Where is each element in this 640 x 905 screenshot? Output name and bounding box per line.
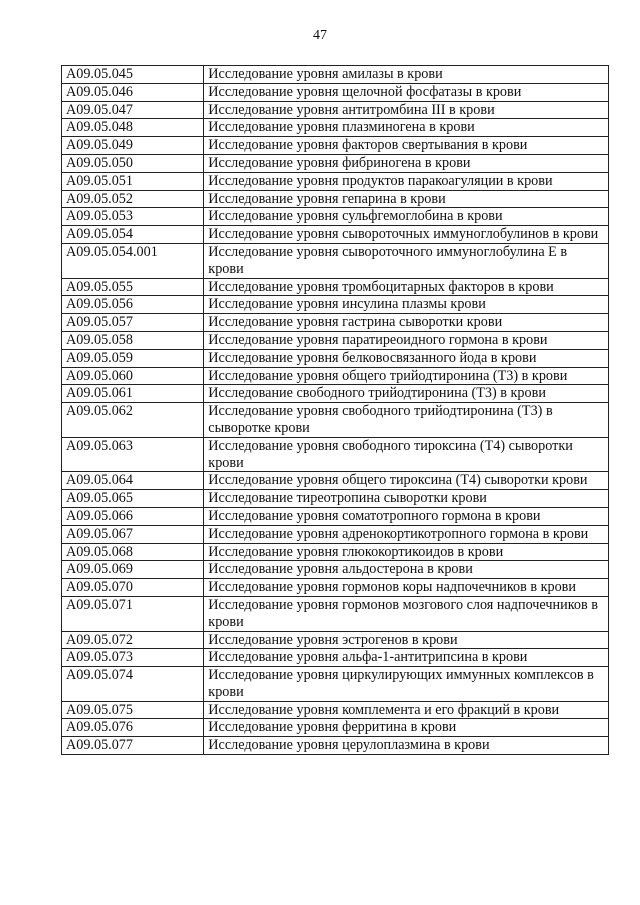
service-name-cell: Исследование уровня паратиреоидного гормона в крови (204, 331, 609, 349)
service-code-cell: A09.05.064 (62, 472, 204, 490)
table-row (62, 737, 609, 755)
service-code-cell: A09.05.055 (62, 278, 204, 296)
table-row (62, 667, 609, 702)
service-name-cell: Исследование уровня глюкокортикоидов в крови (204, 543, 609, 561)
service-code-cell: A09.05.051 (62, 172, 204, 190)
table-row (62, 579, 609, 597)
service-name-cell: Исследование уровня альфа-1-антитрипсина в крови (204, 649, 609, 667)
service-code-cell: A09.05.077 (62, 737, 204, 755)
service-code-cell: A09.05.061 (62, 385, 204, 403)
service-code-cell: A09.05.047 (62, 101, 204, 119)
table-row (62, 172, 609, 190)
table-row (62, 385, 609, 403)
table-row (62, 507, 609, 525)
service-code-cell: A09.05.058 (62, 331, 204, 349)
table-row (62, 314, 609, 332)
service-code-cell: A09.05.074 (62, 667, 204, 702)
service-name-cell: Исследование уровня амилазы в крови (204, 66, 609, 84)
service-code-cell: A09.05.066 (62, 507, 204, 525)
service-name-cell: Исследование уровня циркулирующих иммунных комплексов в крови (204, 667, 609, 702)
service-name-cell: Исследование уровня гастрина сыворотки крови (204, 314, 609, 332)
service-code-cell: A09.05.054 (62, 226, 204, 244)
service-name-cell: Исследование уровня гормонов коры надпочечников в крови (204, 579, 609, 597)
service-code-cell: A09.05.065 (62, 490, 204, 508)
service-code-cell: A09.05.057 (62, 314, 204, 332)
service-name-cell: Исследование уровня комплемента и его фракций в крови (204, 701, 609, 719)
table-row (62, 367, 609, 385)
service-name-cell: Исследование уровня гепарина в крови (204, 190, 609, 208)
service-code-cell: A09.05.076 (62, 719, 204, 737)
table-row (62, 331, 609, 349)
service-code-cell: A09.05.060 (62, 367, 204, 385)
service-code-cell: A09.05.050 (62, 154, 204, 172)
table-row (62, 349, 609, 367)
service-code-cell: A09.05.046 (62, 83, 204, 101)
service-name-cell: Исследование уровня белковосвязанного йода в крови (204, 349, 609, 367)
page-number: 47 (313, 28, 327, 43)
service-code-cell: A09.05.072 (62, 631, 204, 649)
service-name-cell: Исследование уровня альдостерона в крови (204, 561, 609, 579)
service-name-cell: Исследование уровня плазминогена в крови (204, 119, 609, 137)
service-name-cell: Исследование уровня тромбоцитарных факторов в крови (204, 278, 609, 296)
service-name-cell: Исследование тиреотропина сыворотки крови (204, 490, 609, 508)
service-name-cell: Исследование уровня общего трийодтиронина (T3) в крови (204, 367, 609, 385)
table-row (62, 278, 609, 296)
service-name-cell: Исследование уровня щелочной фосфатазы в крови (204, 83, 609, 101)
table-row (62, 561, 609, 579)
service-code-cell: A09.05.075 (62, 701, 204, 719)
service-code-cell: A09.05.052 (62, 190, 204, 208)
services-table-body (62, 66, 609, 755)
services-table (61, 65, 609, 755)
table-row (62, 190, 609, 208)
service-code-cell: A09.05.049 (62, 137, 204, 155)
service-name-cell: Исследование уровня свободного тироксина (T4) сыворотки крови (204, 437, 609, 472)
service-name-cell: Исследование уровня соматотропного гормона в крови (204, 507, 609, 525)
table-row (62, 649, 609, 667)
service-name-cell: Исследование уровня факторов свертывания в крови (204, 137, 609, 155)
table-row (62, 525, 609, 543)
service-name-cell: Исследование уровня эстрогенов в крови (204, 631, 609, 649)
service-code-cell: A09.05.063 (62, 437, 204, 472)
service-name-cell: Исследование уровня адренокортикотропного гормона в крови (204, 525, 609, 543)
service-name-cell: Исследование уровня гормонов мозгового слоя надпочечников в крови (204, 596, 609, 631)
table-row (62, 403, 609, 438)
service-code-cell: A09.05.053 (62, 208, 204, 226)
service-code-cell: A09.05.068 (62, 543, 204, 561)
service-code-cell: A09.05.054.001 (62, 243, 204, 278)
service-name-cell: Исследование уровня продуктов паракоагуляции в крови (204, 172, 609, 190)
table-row (62, 631, 609, 649)
service-name-cell: Исследование уровня сывороточного иммуноглобулина E в крови (204, 243, 609, 278)
table-row (62, 543, 609, 561)
service-name-cell: Исследование уровня общего тироксина (T4) сыворотки крови (204, 472, 609, 490)
table-row (62, 243, 609, 278)
table-row (62, 701, 609, 719)
service-name-cell: Исследование уровня инсулина плазмы крови (204, 296, 609, 314)
service-code-cell: A09.05.062 (62, 403, 204, 438)
service-code-cell: A09.05.048 (62, 119, 204, 137)
table-row (62, 490, 609, 508)
table-row (62, 137, 609, 155)
table-row (62, 83, 609, 101)
service-code-cell: A09.05.067 (62, 525, 204, 543)
service-code-cell: A09.05.045 (62, 66, 204, 84)
table-row (62, 66, 609, 84)
table-row (62, 296, 609, 314)
service-name-cell: Исследование уровня церулоплазмина в крови (204, 737, 609, 755)
table-row (62, 596, 609, 631)
table-row (62, 154, 609, 172)
service-code-cell: A09.05.073 (62, 649, 204, 667)
service-code-cell: A09.05.056 (62, 296, 204, 314)
service-name-cell: Исследование уровня фибриногена в крови (204, 154, 609, 172)
service-code-cell: A09.05.059 (62, 349, 204, 367)
table-row (62, 101, 609, 119)
table-row (62, 226, 609, 244)
service-name-cell: Исследование уровня сульфгемоглобина в крови (204, 208, 609, 226)
service-code-cell: A09.05.069 (62, 561, 204, 579)
table-row (62, 719, 609, 737)
service-code-cell: A09.05.070 (62, 579, 204, 597)
service-name-cell: Исследование уровня антитромбина III в крови (204, 101, 609, 119)
table-row (62, 119, 609, 137)
service-name-cell: Исследование уровня сывороточных иммуноглобулинов в крови (204, 226, 609, 244)
service-name-cell: Исследование свободного трийодтиронина (T3) в крови (204, 385, 609, 403)
service-name-cell: Исследование уровня ферритина в крови (204, 719, 609, 737)
service-name-cell: Исследование уровня свободного трийодтиронина (T3) в сыворотке крови (204, 403, 609, 438)
table-row (62, 472, 609, 490)
table-row (62, 437, 609, 472)
service-code-cell: A09.05.071 (62, 596, 204, 631)
table-row (62, 208, 609, 226)
